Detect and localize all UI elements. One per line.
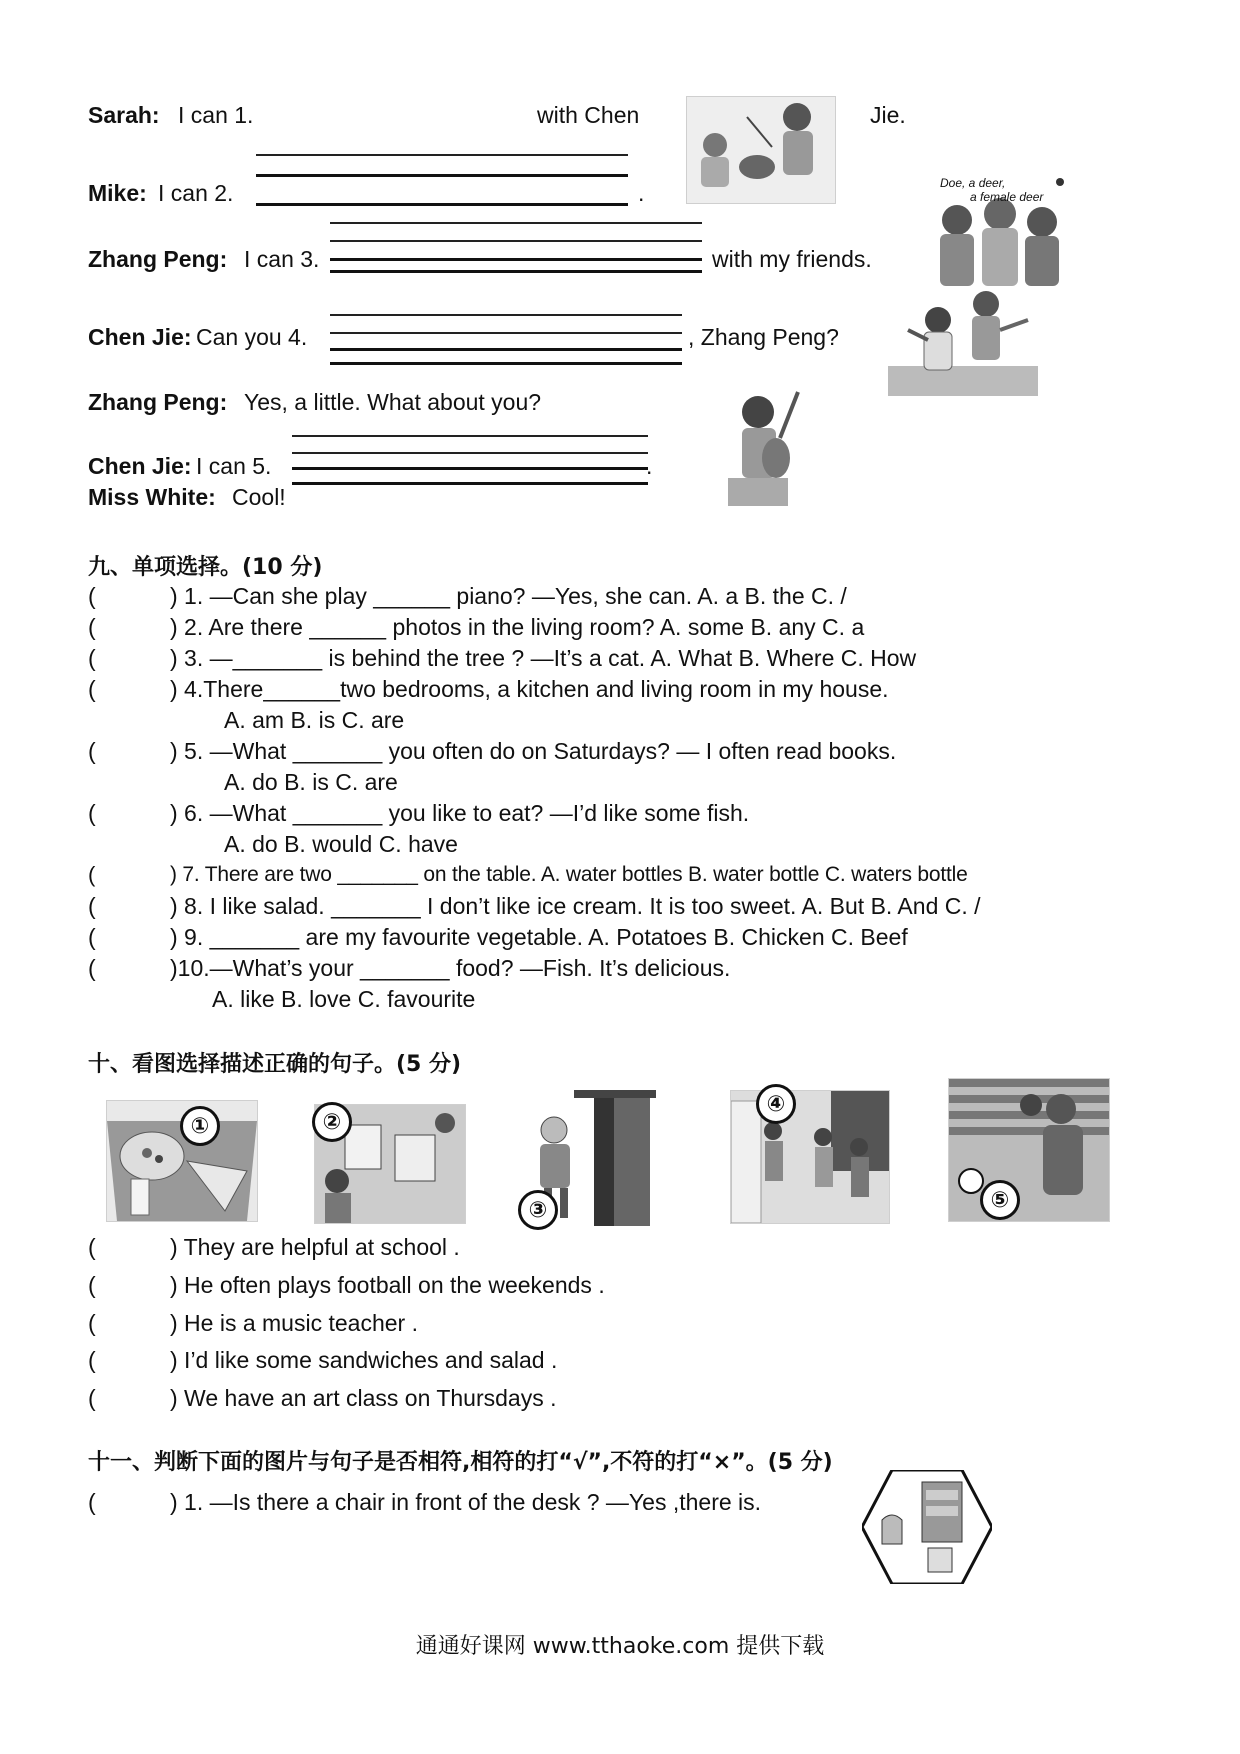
zhang-text: I can 3. [244, 246, 320, 272]
speaker-mike: Mike: [88, 180, 147, 206]
q1-paren: ( [88, 583, 96, 609]
zhang2-text: Yes, a little. What about you? [244, 389, 542, 415]
q9-text: ) 9. _______ are my favourite vegetable. A. Potatoes B. Chicken C. Beef [170, 924, 908, 950]
speaker-miss-white: Miss White: [88, 484, 216, 510]
q3-paren: ( [88, 645, 96, 671]
q2-text: ) 2. Are there ______ photos in the living room? A. some B. any C. a [170, 614, 865, 640]
football-player-icon [949, 1079, 1109, 1221]
answer-line-3c [330, 258, 702, 261]
kungfu-picture [888, 290, 1038, 396]
mike-text-end: . [638, 180, 645, 206]
answer-line-3b [330, 240, 702, 242]
sarah-text: I can 1. [178, 102, 254, 128]
sarah-text-end: Jie. [870, 102, 906, 128]
answer-line-1 [256, 154, 628, 156]
picture-5 [948, 1078, 1110, 1222]
answer-line-5b [292, 452, 648, 454]
s10-5-paren: ( [88, 1385, 96, 1411]
answer-line-4b [330, 332, 682, 334]
q2-paren: ( [88, 614, 96, 640]
picture-4-number: ④ [756, 1084, 796, 1124]
answer-line-1b [256, 174, 628, 177]
desk-chair-icon [862, 1470, 992, 1584]
s11-1-text: ) 1. —Is there a chair in front of the desk ? —Yes ,there is. [170, 1489, 762, 1515]
section-eleven-heading: 十一、判断下面的图片与句子是否相符,相符的打“√”,不符的打“×”。(5 分) [88, 1450, 833, 1475]
speaker-chen-jie: Chen Jie: [88, 324, 192, 350]
q7-paren: ( [88, 862, 96, 887]
speaker-chen-jie-2: Chen Jie: [88, 453, 192, 479]
picture-3-number: ③ [518, 1190, 558, 1230]
mike-text: I can 2. [158, 180, 234, 206]
song-caption-1: Doe, a deer, [940, 176, 1006, 190]
picture-4 [730, 1090, 890, 1224]
white-text: Cool! [232, 484, 286, 510]
speaker-sarah: Sarah: [88, 102, 160, 128]
chen2-text: I can 5. [196, 453, 272, 479]
answer-line-5c [292, 467, 648, 470]
q10-paren: ( [88, 955, 96, 981]
q5-options: A. do B. is C. are [224, 769, 398, 795]
helpful-students-icon [731, 1091, 889, 1223]
q3-text: ) 3. —_______ is behind the tree ? —It’s a cat. A. What B. Where C. How [170, 645, 917, 671]
q6-paren: ( [88, 800, 96, 826]
answer-line-5d [292, 482, 648, 485]
picture-1-number: ① [180, 1106, 220, 1146]
zhang-text-end: with my friends. [712, 246, 872, 272]
q9-paren: ( [88, 924, 96, 950]
q8-paren: ( [88, 893, 96, 919]
pipa-girl-picture [718, 386, 810, 506]
section-nine-heading: 九、单项选择。(10 分) [88, 555, 323, 580]
q5-paren: ( [88, 738, 96, 764]
s10-2-paren: ( [88, 1272, 96, 1298]
s11-1-paren: ( [88, 1489, 96, 1515]
answer-line-5a [292, 435, 648, 437]
q5-text: ) 5. —What _______ you often do on Saturdays? — I often read books. [170, 738, 897, 764]
q10-text: )10.—What’s your _______ food? —Fish. It’s delicious. [170, 955, 731, 981]
section-ten-heading: 十、看图选择描述正确的句子。(5 分) [88, 1052, 462, 1077]
q4-options: A. am B. is C. are [224, 707, 405, 733]
q1-text: ) 1. —Can she play ______ piano? —Yes, she can. A. a B. the C. / [170, 583, 847, 609]
answer-line-4a [330, 314, 682, 316]
picture-2-number: ② [312, 1102, 352, 1142]
s10-3-text: ) He is a music teacher . [170, 1310, 418, 1336]
answer-line-2 [256, 203, 628, 206]
desk-picture [862, 1470, 992, 1584]
s10-1-text: ) They are helpful at school . [170, 1234, 460, 1260]
answer-line-3d [330, 270, 702, 273]
q6-text: ) 6. —What _______ you like to eat? —I’d like some fish. [170, 800, 750, 826]
q8-text: ) 8. I like salad. _______ I don’t like ice cream. It is too sweet. A. But B. And C. / [170, 893, 981, 919]
q10-options: A. like B. love C. favourite [212, 986, 476, 1012]
s10-2-text: ) He often plays football on the weekends . [170, 1272, 605, 1298]
sarah-text-with: with Chen [537, 102, 640, 128]
picture-5-number: ⑤ [980, 1180, 1020, 1220]
chen2-text-end: . [646, 453, 653, 479]
q4-paren: ( [88, 676, 96, 702]
s10-1-paren: ( [88, 1234, 96, 1260]
speaker-zhang-peng: Zhang Peng: [88, 246, 228, 272]
s10-4-text: ) I’d like some sandwiches and salad . [170, 1347, 558, 1373]
answer-line-3a [330, 222, 702, 224]
answer-line-4c [330, 348, 682, 351]
chen-text-end: , Zhang Peng? [688, 324, 839, 350]
footer-text: 通通好课网 www.tthaoke.com 提供下载 [415, 1634, 825, 1659]
answer-line-4d [330, 362, 682, 365]
chen-text: Can you 4. [196, 324, 308, 350]
q6-options: A. do B. would C. have [224, 831, 458, 857]
speaker-zhang-peng-2: Zhang Peng: [88, 389, 228, 415]
song-caption-2: a female deer [970, 190, 1044, 204]
s10-4-paren: ( [88, 1347, 96, 1373]
music-children-picture [686, 96, 836, 204]
q4-text: ) 4.There______two bedrooms, a kitchen and living room in my house. [170, 676, 889, 702]
s10-5-text: ) We have an art class on Thursdays . [170, 1385, 557, 1411]
s10-3-paren: ( [88, 1310, 96, 1336]
q7-text: ) 7. There are two _______ on the table. A. water bottles B. water bottle C. waters bottle [170, 863, 968, 886]
